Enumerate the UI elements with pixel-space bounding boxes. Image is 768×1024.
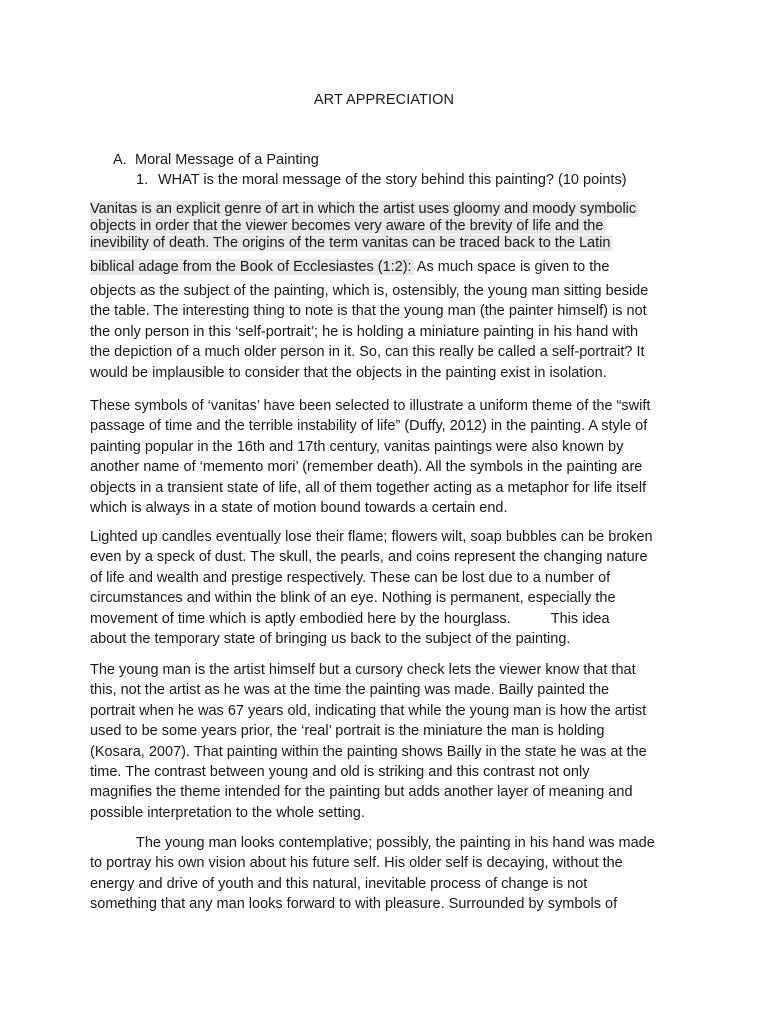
line-continuation: As much space is given to the (413, 259, 610, 275)
highlighted-line: objects in order that the viewer becomes very aware of the brevity of life and the (90, 218, 604, 234)
paragraph (90, 833, 690, 915)
paragraph-line: portrait when he was 67 years old, indicating that while the young man is how the artist (90, 702, 647, 719)
highlighted-line: Vanitas is an explicit genre of art in which the artist uses gloomy and moody symbolic (90, 201, 637, 217)
section-label: A. (113, 152, 127, 168)
highlighted-passage (90, 201, 690, 276)
paragraph-line: The young man looks contemplative; possibly, the painting in his hand was made (136, 835, 655, 851)
question-number: 1. (136, 172, 149, 188)
paragraph-line: the table. The interesting thing to note is that the young man (the painter himself) is not (90, 303, 647, 320)
paragraph-line: of life and wealth and prestige respectively. These can be lost due to a number of (90, 569, 611, 586)
paragraph-line: movement of time which is aptly embodied here by the hourglass. This idea (90, 610, 610, 627)
paragraph-line: Lighted up candles eventually lose their flame; flowers wilt, soap bubbles can be broken (90, 529, 653, 545)
paragraph (90, 527, 690, 649)
paragraph-line: objects in a transient state of life, all of them together acting as a metaphor for life itself (90, 479, 647, 496)
highlighted-line: biblical adage from the Book of Ecclesiastes (1:2): As much space is given to the (90, 259, 610, 275)
paragraph (90, 660, 690, 823)
paragraph-line: time. The contrast between young and old is striking and this contrast not only (90, 764, 590, 781)
paragraph-line: possible interpretation to the whole setting. (90, 804, 365, 821)
paragraph-line: magnifies the theme intended for the painting but adds another layer of meaning and (90, 784, 633, 801)
question-text: WHAT is the moral message of the story behind this painting? (10 points) (158, 172, 627, 188)
paragraph (90, 396, 690, 518)
paragraph-line: the depiction of a much older person in it. So, can this really be called a self-portrait? It (90, 344, 645, 361)
paragraph-line: which is always in a state of motion bound towards a certain end. (90, 500, 508, 517)
paragraph-line: to portray his own vision about his future self. His older self is decaying, without the (90, 855, 623, 872)
paragraph-line: the only person in this ‘self-portrait’; he is holding a miniature painting in his hand with (90, 323, 639, 340)
document-title: ART APPRECIATION (313, 92, 455, 108)
paragraph-line: painting popular in the 16th and 17th century, vanitas paintings were also known by (90, 438, 624, 455)
question-item (136, 172, 627, 188)
paragraph-line: (Kosara, 2007). That painting within the painting shows Bailly in the state he was at the (90, 743, 647, 760)
paragraph (90, 281, 690, 383)
paragraph-line: about the temporary state of bringing us back to the subject of the painting. (90, 631, 571, 648)
paragraph-line: energy and drive of youth and this natural, inevitable process of change is not (90, 875, 588, 892)
paragraph-line: another name of ‘memento mori’ (remember death). All the symbols in the painting are (90, 459, 643, 476)
paragraph-line: objects as the subject of the painting, which is, ostensibly, the young man sitting beside (90, 283, 649, 299)
paragraph-line: something that any man looks forward to with pleasure. Surrounded by symbols of (90, 896, 618, 913)
paragraph-line: These symbols of ‘vanitas’ have been selected to illustrate a uniform theme of the “swift (90, 398, 651, 414)
paragraph-line: even by a speck of dust. The skull, the pearls, and coins represent the changing nature (90, 549, 648, 566)
paragraph-line: passage of time and the terrible instability of life” (Duffy, 2012) in the painting. A style of (90, 418, 648, 435)
paragraph-line: this, not the artist as he was at the time the painting was made. Bailly painted the (90, 682, 610, 699)
section-title: Moral Message of a Painting (135, 152, 319, 168)
paragraph-line: would be implausible to consider that the objects in the painting exist in isolation. (90, 364, 607, 381)
highlighted-line: inevibility of death. The origins of the term vanitas can be traced back to the Latin (90, 235, 611, 251)
section-heading (113, 152, 319, 168)
paragraph-line: used to be some years prior, the ‘real’ portrait is the miniature the man is holding (90, 723, 605, 740)
paragraph-line: The young man is the artist himself but a cursory check lets the viewer know that that (90, 662, 636, 678)
paragraph-line: circumstances and within the blink of an eye. Nothing is permanent, especially the (90, 590, 616, 607)
